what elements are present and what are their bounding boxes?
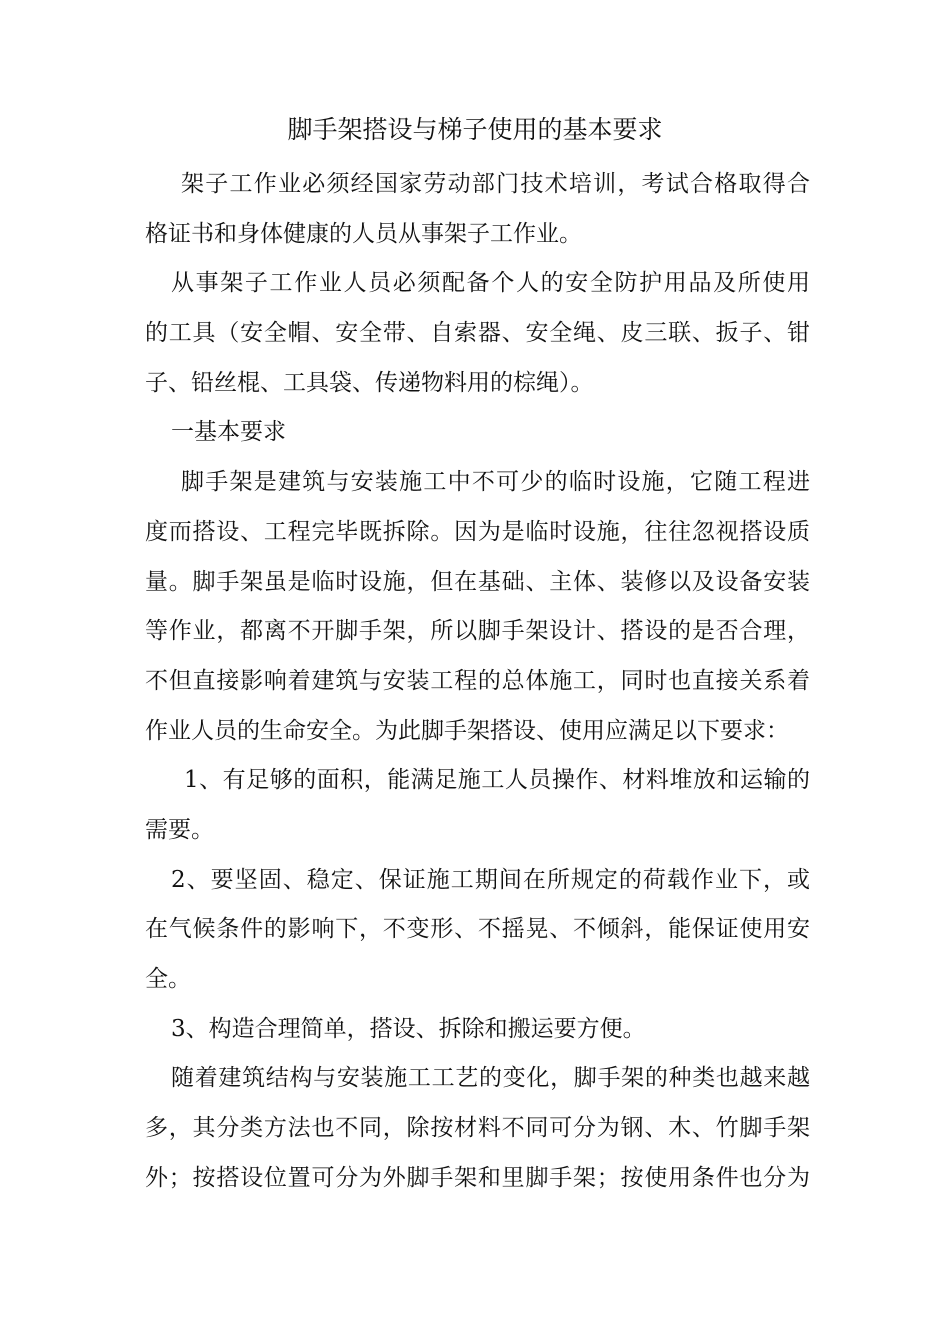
paragraph-line: 的工具（安全帽、安全带、自索器、安全绳、皮三联、扳子、钳 — [145, 320, 810, 347]
list-item-line: 1、有足够的面积，能满足施工人员操作、材料堆放和运输的 — [184, 767, 810, 794]
paragraph-line: 子、铅丝棍、工具袋、传递物料用的棕绳）。 — [145, 369, 594, 396]
list-item-line: 全。 — [145, 966, 191, 992]
list-item-line: 2、要坚固、稳定、保证施工期间在所规定的荷载作业下，或 — [171, 866, 810, 893]
paragraph-line: 格证书和身体健康的人员从事架子工作业。 — [145, 220, 582, 247]
paragraph-line: 外；按搭设位置可分为外脚手架和里脚手架；按使用条件也分为 — [145, 1164, 810, 1191]
paragraph-line: 量。脚手架虽是临时设施，但在基础、主体、装修以及设备安装 — [145, 568, 810, 595]
paragraph-line: 架子工作业必须经国家劳动部门技术培训，考试合格取得合 — [181, 171, 810, 197]
paragraph-line: 多，其分类方法也不同，除按材料不同可分为钢、木、竹脚手架 — [145, 1115, 810, 1142]
section-heading: 一基本要求 — [171, 419, 286, 446]
paragraph-line: 不但直接影响着建筑与安装工程的总体施工，同时也直接关系着 — [145, 667, 810, 694]
paragraph-line: 随着建筑结构与安装施工工艺的变化，脚手架的种类也越来越 — [171, 1065, 810, 1092]
paragraph-line: 作业人员的生命安全。为此脚手架搭设、使用应满足以下要求： — [145, 717, 789, 744]
paragraph-line: 等作业，都离不开脚手架，所以脚手架设计、搭设的是否合理， — [145, 618, 810, 645]
list-item-line: 3、构造合理简单，搭设、拆除和搬运要方便。 — [171, 1015, 646, 1042]
document-title: 脚手架搭设与梯子使用的基本要求 — [287, 115, 663, 144]
document-body — [145, 160, 810, 1203]
list-item-line: 在气候条件的影响下，不变形、不摇晃、不倾斜，能保证使用安 — [145, 916, 810, 943]
paragraph-line: 脚手架是建筑与安装施工中不可少的临时设施，它随工程进 — [181, 469, 810, 496]
paragraph-line: 从事架子工作业人员必须配备个人的安全防护用品及所使用 — [171, 270, 810, 297]
list-item-line: 需要。 — [145, 816, 214, 843]
paragraph-line: 度而搭设、工程完毕既拆除。因为是临时设施，往往忽视搭设质 — [145, 518, 810, 545]
